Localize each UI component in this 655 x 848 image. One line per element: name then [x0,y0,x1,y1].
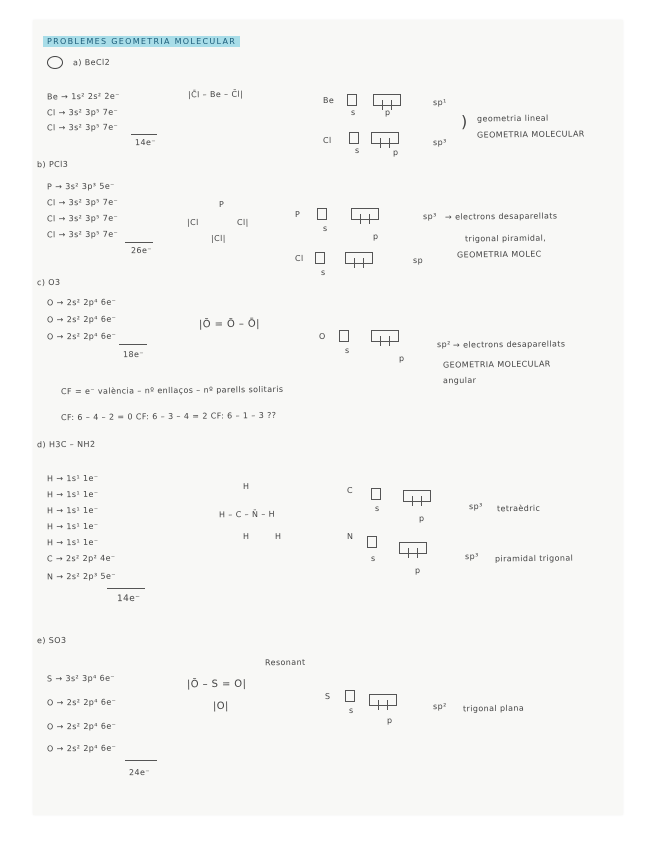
a-sum-line [131,134,157,135]
b-lewis-cl-left: |Cl [186,217,199,228]
b-result-1: trigonal piramidal, [464,233,547,244]
d-res2: piramidal trigonal [494,553,574,564]
c-config-1: O → 2s² 2p⁴ 6e⁻ [46,314,117,325]
a-orb1-p-box [373,94,401,106]
d-config-0: H → 1s¹ 1e⁻ [46,473,99,484]
d-p-label-2: p [414,565,421,576]
b-lewis-p: P [218,199,225,210]
b-result-2: GEOMETRIA MOLEC [456,249,542,260]
e-lewis-main: |Ō – S = O| [186,678,247,691]
b-lewis-cl-right: Cl| [236,217,249,228]
b-hyb1: sp³ [422,211,437,222]
c-s-label: s [344,345,350,356]
e-lewis-bottom: |O| [212,700,229,713]
b-config-2: Cl → 3s² 3p⁵ 7e⁻ [46,213,119,224]
c-lewis: |Ō = Ō – Ō| [198,318,260,331]
d-orb2-s-box [367,536,377,548]
e-orb-s-box [345,690,355,702]
c-calc: CF: 6 – 4 – 2 = 0 CF: 6 – 3 – 4 = 2 CF: 6 – 1 – 3 ?? [60,410,277,423]
d-config-4: H → 1s¹ 1e⁻ [46,537,99,548]
d-sum-line [107,588,145,589]
e-p-label: p [386,715,393,726]
e-result: trigonal plana [462,703,525,714]
d-total: 14e⁻ [116,593,141,605]
d-orb1-s-box [371,488,381,500]
a-orb2-atom: Cl [322,135,332,146]
b-s-label-2: s [320,267,326,278]
e-resonance: Resonant [264,657,306,668]
c-formula: CF = e⁻ valència – nº enllaços – nº parells solitaris [60,384,284,397]
page-title: PROBLEMES GEOMETRIA MOLECULAR [43,36,240,47]
e-orb-p-box [369,694,397,706]
b-p-label: p [372,231,379,242]
d-lewis-h-bottom-n: H [274,531,282,542]
d-config-1: H → 1s¹ 1e⁻ [46,489,99,500]
c-result-1: GEOMETRIA MOLECULAR [442,359,551,370]
d-hyb1: sp³ [468,501,483,512]
a-total: 14e⁻ [134,137,156,148]
b-orb1-s-box [317,208,327,220]
c-result-0: → electrons desaparellats [452,339,566,350]
c-hyb: sp² [436,339,451,350]
a-p-label-2: p [392,147,399,158]
a-result-1: GEOMETRIA MOLECULAR [476,129,585,140]
notebook-page [33,20,623,815]
c-result-2: angular [442,375,477,386]
item-circle [47,56,63,69]
d-orb1-atom: C [346,485,354,496]
b-config-1: Cl → 3s² 3p⁵ 7e⁻ [46,197,119,208]
c-config-0: O → 2s² 2p⁴ 6e⁻ [46,297,117,308]
b-orb2-atom: Cl [294,253,304,264]
d-p-label: p [418,513,425,524]
b-lewis-cl-bottom: |Cl| [210,233,226,244]
a-orb1-s-box [347,94,357,106]
d-orb2-p-box [399,542,427,554]
a-hyb2: sp³ [432,137,447,148]
b-result-0: → electrons desaparellats [444,211,558,222]
a-orb1-atom: Be [322,95,335,106]
e-sum-line [125,760,157,761]
d-res1: tetraèdric [496,503,541,514]
section-e-label: e) SO3 [36,635,67,646]
d-orb1-p-box [403,490,431,502]
e-config-2: O → 2s² 2p⁴ 6e⁻ [46,721,117,732]
d-config-2: H → 1s¹ 1e⁻ [46,505,99,516]
c-orb-atom: O [318,331,326,342]
d-s-label: s [374,503,380,514]
e-config-3: O → 2s² 2p⁴ 6e⁻ [46,743,117,754]
e-orb-atom: S [324,691,331,702]
section-b-label: b) PCl3 [36,159,69,170]
e-config-1: O → 2s² 2p⁴ 6e⁻ [46,697,117,708]
b-config-3: Cl → 3s² 3p⁵ 7e⁻ [46,229,119,240]
a-hyb1: sp¹ [432,97,447,108]
b-orb2-s-box [315,252,325,264]
b-config-0: P → 3s² 3p³ 5e⁻ [46,181,115,192]
d-lewis-main: H – C – N̄ – H [218,509,276,520]
b-hyb2: sp [412,255,424,266]
a-brace: ) [461,112,468,131]
d-config-3: H → 1s¹ 1e⁻ [46,521,99,532]
a-p-label: p [384,107,391,118]
d-lewis-h-bottom-c: H [242,531,250,542]
b-orb1-p-box [351,208,379,220]
c-orb-s-box [339,330,349,342]
a-s-label: s [350,107,356,118]
c-config-2: O → 2s² 2p⁴ 6e⁻ [46,331,117,342]
b-orb1-atom: P [294,209,301,220]
a-lewis: |C̄l – Be – C̄l| [187,89,244,100]
section-a-label: a) BeCl2 [72,57,111,68]
e-total: 24e⁻ [128,767,150,778]
e-config-0: S → 3s² 3p⁴ 6e⁻ [46,673,116,684]
d-hyb2: sp³ [464,551,479,562]
d-s-label-2: s [370,553,376,564]
b-s-label: s [322,223,328,234]
b-sum-line [125,242,153,243]
c-orb-p-box [371,330,399,342]
a-config-0: Be → 1s² 2s² 2e⁻ [46,91,120,102]
d-config-5: C → 2s² 2p² 4e⁻ [46,553,116,564]
c-p-label: p [398,353,405,364]
a-result-0: geometria lineal [476,113,549,124]
a-config-1: Cl → 3s² 3p⁵ 7e⁻ [46,107,119,118]
section-c-label: c) O3 [36,277,61,288]
b-orb2-p-box [345,252,373,264]
e-hyb: sp² [432,701,447,712]
section-d-label: d) H3C – NH2 [36,439,96,450]
c-total: 18e⁻ [122,349,144,360]
a-orb2-p-box [371,132,399,144]
b-total: 26e⁻ [130,245,152,256]
e-s-label: s [348,705,354,716]
a-s-label-2: s [354,145,360,156]
d-orb2-atom: N [346,531,354,542]
a-config-2: Cl → 3s² 3p⁵ 7e⁻ [46,122,119,133]
a-orb2-s-box [349,132,359,144]
c-sum-line [119,344,147,345]
d-config-6: N → 2s² 2p³ 5e⁻ [46,571,116,582]
d-lewis-h-top: H [242,481,250,492]
